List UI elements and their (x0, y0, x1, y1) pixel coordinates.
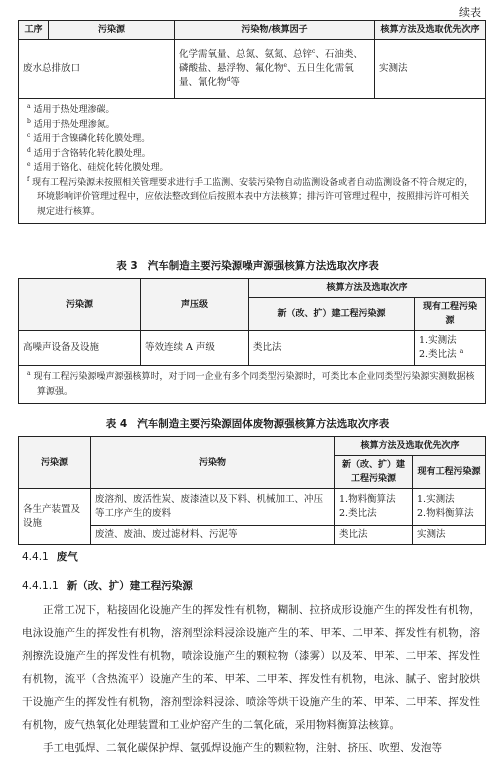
note-e: $^e$ 适用于铬化、硅烷化转化膜处理。 (27, 161, 169, 173)
t4-cell-pollutant-1: 废溶剂、废活性炭、废漆渣以及下料、机械加工、冲压等工序产生的废料 (91, 489, 335, 526)
note-d: $^d$ 适用于含铬转化转化膜处理。 (27, 146, 151, 159)
header-method: 核算方法及选取优先次序 (375, 21, 486, 40)
table-4-caption: 表 4 汽车制造主要污染源固体废物源强核算方法选取次序表 (105, 418, 390, 430)
t3-header-method-group: 核算方法及选取次序 (249, 279, 486, 298)
header-process: 工序 (19, 21, 49, 40)
body-text (22, 599, 480, 760)
paragraph-2: 手工电弧焊、二氧化碳保护焊、氩弧焊设施产生的颗粒物，注射、挤压、吹塑、发泡等 (43, 742, 442, 754)
t3-cell-source: 高噪声设备及设施 (19, 331, 141, 366)
table-3 (18, 278, 486, 404)
table-2-continued (18, 20, 486, 224)
section-4-4-1-heading: 4.4.1 废气 (22, 551, 78, 563)
note-a: $^a$ 适用于热处理渗碳。 (27, 103, 115, 115)
t3-cell-new: 类比法 (249, 331, 415, 366)
t3-cell-level: 等效连续 A 声级 (141, 331, 249, 366)
table-4 (18, 436, 486, 545)
note-c: $^c$ 适用于含镍磷化转化膜处理。 (27, 132, 151, 144)
t4-cell-source: 各生产装置及设施 (19, 489, 91, 545)
t3-header-level: 声压级 (141, 279, 249, 331)
t4-header-existing: 现有工程污染源 (413, 456, 486, 489)
t4-header-method-group: 核算方法及选取优先次序 (335, 437, 486, 456)
t4-cell-new-2: 类比法 (335, 526, 413, 545)
note-f: $^f$ 现有工程污染源未按照相关管理要求进行手工监测、安装污染物自动监测设备或者自动监测设备不符合规定的，环境影响评价管理过程中，应依法整改到位后按照本表中方法核算；排污许可管理过程中，按照排污许可相关规定进行核算。 (27, 175, 474, 217)
paragraph-1: 正常工况下，粘接固化设施产生的挥发性有机物，糊制、拉挤成形设施产生的挥发性有机物，电泳设施产生的挥发性有机物，溶剂型涂料浸涂设施产生的苯、甲苯、二甲苯、挥发性有机物，溶剂擦洗设施产生的挥发性有机物，喷涂设施产生的颗粒物（漆雾）以及苯、甲苯、二甲苯、挥发性有机物，流平（含热流平）设施产生的苯、甲苯、二甲苯、挥发性有机物，电泳、腻子、密封胶烘干设施产生的挥发性有机物，溶剂型涂料浸涂、喷涂等烘干设施产生的苯、甲苯、二甲苯、挥发性有机物，废气热氧化处理装置和工业炉窑产生的二氧化硫，采用物料衡算法核算。 (22, 604, 480, 731)
t3-cell-existing: 1.实测法 2.类比法 $^a$ (415, 331, 486, 366)
section-4-4-1-1-heading: 4.4.1.1 新（改、扩）建工程污染源 (22, 580, 193, 592)
table-3-caption: 表 3 汽车制造主要污染源噪声源强核算方法选取次序表 (116, 260, 379, 272)
note-b: $^b$ 适用于热处理渗氮。 (27, 117, 115, 130)
t4-header-new: 新（改、扩）建工程污染源 (335, 456, 413, 489)
table-3-note: $^a$ 现有工程污染源噪声源强核算时，对于同一企业有多个同类型污染源时，可类比本企业同类型污染源实测数据核算源强。 (19, 366, 486, 404)
t4-cell-existing-2: 实测法 (413, 526, 486, 545)
header-pollutant: 污染物/核算因子 (175, 21, 375, 40)
t4-cell-pollutant-2: 废渣、废油、废过滤材料、污泥等 (91, 526, 335, 545)
t3-header-existing: 现有工程污染源 (415, 298, 486, 331)
table-2-notes (19, 99, 486, 224)
t4-header-pollutant: 污染物 (91, 437, 335, 489)
cell-method: 实测法 (375, 40, 486, 99)
t4-header-source: 污染源 (19, 437, 91, 489)
continued-label: 续表 (459, 6, 481, 19)
t4-cell-existing-1: 1.实测法 2.物料衡算法 (413, 489, 486, 526)
cell-process: 废水总排放口 (19, 40, 175, 99)
cell-pollutants: 化学需氧量、总氮、氨氮、总锌$^c$、石油类、磷酸盐、悬浮物、氟化物$^e$、五日生化需氧量、氰化物$^d$等 (175, 40, 375, 99)
t3-header-new: 新（改、扩）建工程污染源 (249, 298, 415, 331)
t3-header-source: 污染源 (19, 279, 141, 331)
header-source: 污染源 (49, 21, 175, 40)
t4-cell-new-1: 1.物料衡算法 2.类比法 (335, 489, 413, 526)
